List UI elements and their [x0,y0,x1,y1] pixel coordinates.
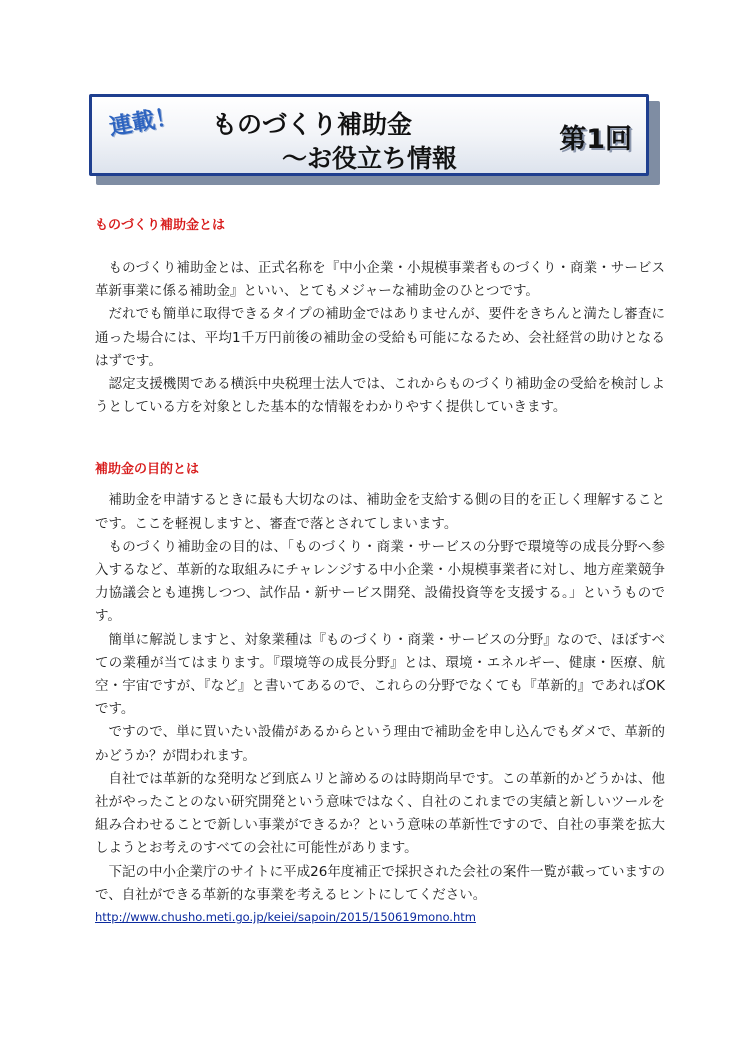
paragraph: ものづくり補助金の目的は、「ものづくり・商業・サービスの分野で環境等の成長分野へ参入するなど、革新的な取組みにチャレンジする中小企業・小規模事業者に対し、地方産業競争力協議会とも連携しつつ、試作品・新サービス開発、設備投資等を支援する。」というものです。 [95,538,665,625]
paragraph: ですので、単に買いたい設備があるからという理由で補助金を申し込んでもダメで、革新的かどうか？が問われます。 [95,724,665,764]
paragraph: ものづくり補助金とは、正式名称を『中小企業・小規模事業者ものづくり・商業・サービス革新事業に係る補助金』といい、とてもメジャーな補助金のひとつです。 [95,260,665,300]
title-banner [89,94,649,176]
document-body [95,216,665,924]
paragraph: 補助金を申請するときに最も大切なのは、補助金を支給する側の目的を正しく理解することです。ここを軽視しますと、審査で落とされてしまいます。 [95,492,665,532]
paragraph: 簡単に解説しますと、対象業種は『ものづくり・商業・サービスの分野』なので、ほぼすべての業種が当てはまります。『環境等の成長分野』とは、環境・エネルギー、健康・医療、航空・宇宙ですが、『など』と書いてあるので、これらの分野でなくても『革新的』であればOKです。 [95,631,665,718]
paragraph: 自社では革新的な発明など到底ムリと諦めるのは時期尚早です。この革新的かどうかは、他社がやったことのない研究開発という意味ではなく、自社のこれまでの実績と新しいツールを組み合わせることで新しい事業ができるか？という意味の革新性ですので、自社の事業を拡大しようとお考えのすべての会社に可能性があります。 [95,770,665,857]
banner-title-line1: ものづくり補助金 [212,110,413,139]
paragraph: だれでも簡単に取得できるタイプの補助金ではありませんが、要件をきちんと満たし審査に通った場合には、平均1千万円前後の補助金の受給も可能になるため、会社経営の助けとなるはずです。 [95,306,665,369]
section-what-is-subsidy [95,216,665,419]
section-subsidy-purpose [95,460,665,924]
serial-label: 連載！ [107,103,180,142]
banner-title-line2: ～お役立ち情報 [282,144,458,173]
paragraph: 認定支援機関である横浜中央税理士法人では、これからものづくり補助金の受給を検討しようとしている方を対象とした基本的な情報をわかりやすく提供していきます。 [95,376,665,416]
sme-agency-link[interactable]: http://www.chusho.meti.go.jp/keiei/sapoin/2015/150619mono.htm [95,910,476,925]
section-heading: ものづくり補助金とは [95,218,226,233]
episode-number: 第1回 [559,124,632,155]
section-heading: 補助金の目的とは [95,462,200,478]
paragraph: 下記の中小企業庁のサイトに平成26年度補正で採択された会社の案件一覧が載っていますので、自社ができる革新的な事業を考えるヒントにしてください。 [95,863,665,903]
